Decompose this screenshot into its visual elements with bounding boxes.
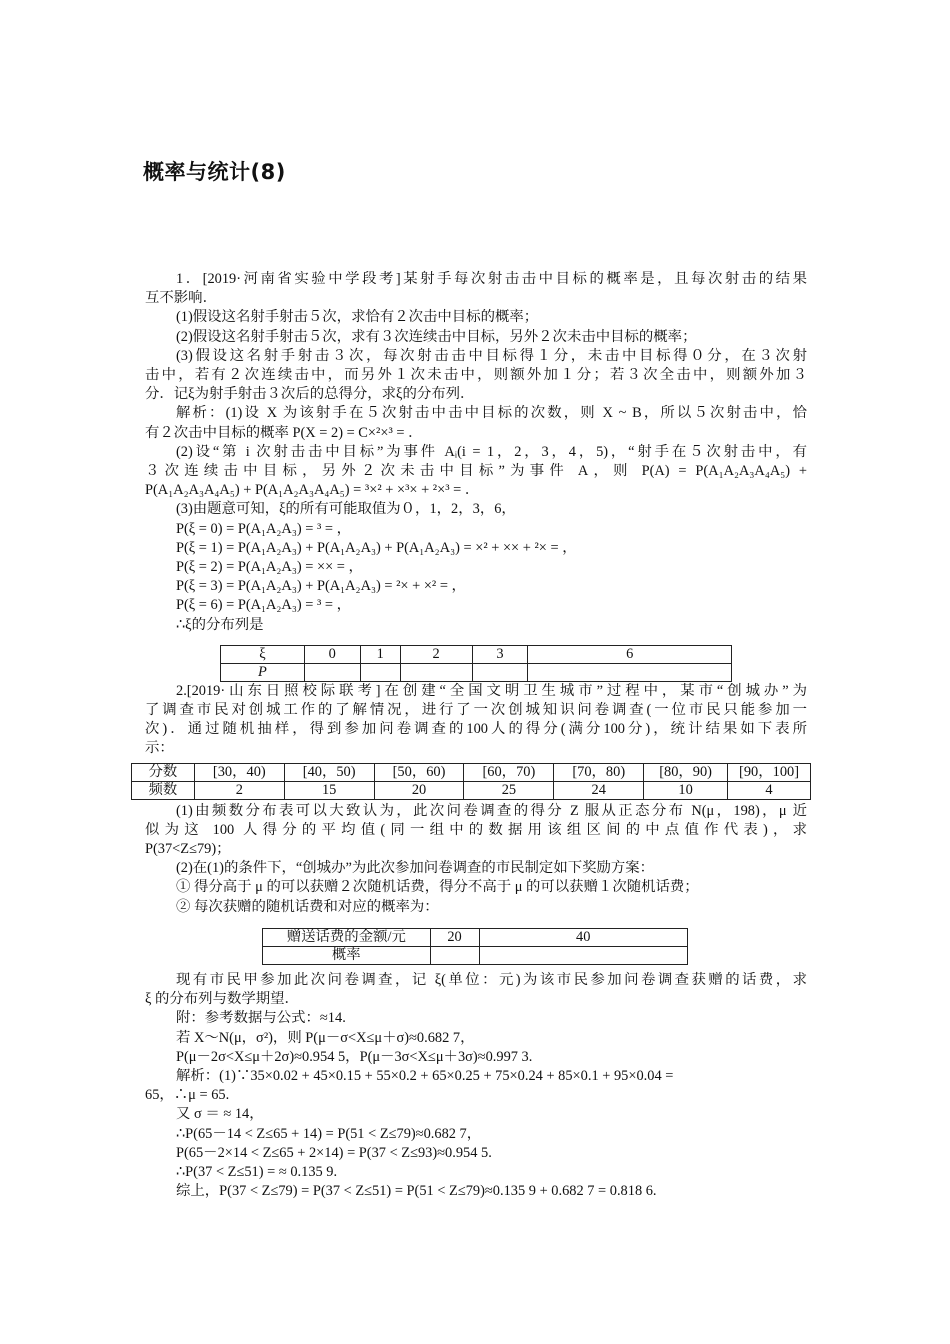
table-cell <box>528 663 732 681</box>
q2-stem-line: 示： <box>145 740 174 757</box>
q1-solution-line: P(A₁A₂A₃A₄A₅) + P(A₁A₂A₃A₄A₅) = ³×² + ×³× + ²×³ = ． <box>145 482 480 499</box>
q2-solution-line: 65，∴μ = 65. <box>145 1087 230 1104</box>
q1-solution-line: P(ξ = 2) = P(A₁A₂A₃) = ×× = ， <box>176 559 363 576</box>
q1-solution-line: 解析：(1)设 X 为该射手在５次射击中击中目标的次数，则 X ~ B，所以５次射击中，恰 <box>176 405 807 422</box>
q2-part2-line: ① 得分高于 μ 的可以获赠２次随机话费，得分不高于 μ 的可以获赠１次随机话费； <box>176 879 699 896</box>
table-cell <box>479 946 688 964</box>
q1-part1: (1)假设这名射手射击５次，求恰有２次击中目标的概率； <box>176 309 539 326</box>
table-cell: [30，40) <box>194 763 284 781</box>
q2-part2-line: (2)在(1)的条件下，“创城办”为此次参加问卷调查的市民制定如下奖励方案： <box>176 860 655 877</box>
table-cell: 3 <box>472 645 528 663</box>
table-row <box>263 928 688 946</box>
document-body <box>145 270 807 1201</box>
page-title: 概率与统计(8) <box>143 160 286 184</box>
q1-solution-line: (2)设“第 i 次射击击中目标”为事件 Aᵢ(i = 1，2，3，4，5)，“射手在５次射击中，有 <box>176 443 807 460</box>
table-cell: 4 <box>728 781 811 799</box>
q1-solution-line: P(ξ = 6) = P(A₁A₂A₃) = ³ = ， <box>176 597 351 614</box>
table-cell: [40，50) <box>284 763 374 781</box>
table-cell: 15 <box>284 781 374 799</box>
table-cell: [50，60) <box>374 763 464 781</box>
distribution-table <box>220 645 732 682</box>
q1-solution-line: ３次连续击中目标，另外２次未击中目标”为事件 A，则 P(A) = P(A₁A₂A₃A₄A₅) + <box>145 463 807 480</box>
q2-part2-line: ② 每次获赠的随机话费和对应的概率为： <box>176 898 439 915</box>
table-cell: [90，100] <box>728 763 811 781</box>
q1-stem-line: 1．[2019·河南省实验中学段考]某射手每次射击击中目标的概率是，且每次射击的结果 <box>176 271 807 287</box>
table-cell: 20 <box>430 928 479 946</box>
table-cell: 赠送话费的金额/元 <box>263 928 431 946</box>
table-cell: 2 <box>400 645 472 663</box>
table-cell: 20 <box>374 781 464 799</box>
table-cell: 概率 <box>263 946 431 964</box>
q1-part2: (2)假设这名射手射击５次，求有３次连续击中目标，另外２次未击中目标的概率； <box>176 328 697 345</box>
table-cell: [60，70) <box>464 763 554 781</box>
table-cell <box>472 663 528 681</box>
q2-part1-line: (1)由频数分布表可以大致认为，此次问卷调查的得分 Z 服从正态分布 N(μ，198)，μ 近 <box>176 802 807 819</box>
q1-part3-line: (3)假设这名射手射击３次，每次射击击中目标得１分，未击中目标得０分，在３次射 <box>176 347 807 364</box>
table-cell: 频数 <box>132 781 195 799</box>
q1-solution-line: 有２次击中目标的概率 P(X = 2) = C×²×³ = ． <box>145 424 423 441</box>
q1-solution-line: P(ξ = 3) = P(A₁A₂A₃) + P(A₁A₂A₃) = ²× + ×² = ， <box>176 578 466 595</box>
q1-solution-line: P(ξ = 0) = P(A₁A₂A₃) = ³ = ， <box>176 520 351 537</box>
table-cell: 6 <box>528 645 732 663</box>
table-cell: 2 <box>194 781 284 799</box>
table-cell: 10 <box>644 781 728 799</box>
table-cell <box>304 663 360 681</box>
frequency-table <box>131 763 811 800</box>
q1-solution-line: P(ξ = 1) = P(A₁A₂A₃) + P(A₁A₂A₃) + P(A₁A₂A₃) = ×² + ×× + ²× = ， <box>176 539 577 556</box>
q1-stem-line: 互不影响． <box>145 290 217 307</box>
table-cell <box>360 663 400 681</box>
q1-part3-line: 分．记ξ为射手射击３次后的总得分，求ξ的分布列． <box>145 386 475 403</box>
table-cell <box>430 946 479 964</box>
q2-part1-line: P(37<Z≤79)； <box>145 841 231 858</box>
q2-solution-line: ∴P(37 < Z≤51) = ≈ 0.135 9. <box>176 1163 338 1180</box>
q2-stem-line: 了调查市民对创城工作的了解情况，进行了一次创城知识问卷调查(一位市民只能参加一 <box>145 702 807 719</box>
table-cell: [80，90) <box>644 763 728 781</box>
table-cell: P <box>221 663 305 681</box>
q2-solution-line: P(65－2×14 < Z≤65 + 2×14) = P(37 < Z≤93)≈0.954 5. <box>176 1144 492 1161</box>
table-cell: 1 <box>360 645 400 663</box>
q2-text-line: 现有市民甲参加此次问卷调查，记 ξ(单位：元)为该市民参加问卷调查获赠的话费，求 <box>176 971 807 988</box>
q1-part3-line: 击中，若有２次连续击中，而另外１次未击中，则额外加１分；若３次全击中，则额外加３ <box>145 367 807 384</box>
q2-stem-line: 2.[2019·山东日照校际联考]在创建“全国文明卫生城市”过程中，某市“创城办”为 <box>176 682 807 699</box>
table-cell: 40 <box>479 928 688 946</box>
table-cell: 24 <box>554 781 644 799</box>
q2-text-line: ξ 的分布列与数学期望． <box>145 991 299 1008</box>
q2-reference-line: 附：参考数据与公式：≈14. <box>176 1010 346 1027</box>
q1-solution-line: ∴ξ的分布列是 <box>176 616 264 633</box>
table-row <box>221 645 732 663</box>
q2-reference-line: P(μ－2σ<X≤μ＋2σ)≈0.954 5，P(μ－3σ<X≤μ＋3σ)≈0.997 3. <box>176 1048 533 1065</box>
table-cell: 分数 <box>132 763 195 781</box>
q2-reference-line: 若 X～N(μ，σ²)，则 P(μ－σ<X≤μ＋σ)≈0.682 7， <box>176 1029 475 1046</box>
table-cell: 25 <box>464 781 554 799</box>
prize-table <box>262 928 688 965</box>
table-row <box>263 946 688 964</box>
q2-part1-line: 似为这 100 人得分的平均值(同一组中的数据用该组区间的中点值作代表)，求 <box>145 821 807 838</box>
q2-solution-line: 又 σ ＝ ≈ 14， <box>176 1106 264 1123</box>
q2-solution-line: ∴P(65－14 < Z≤65 + 14) = P(51 < Z≤79)≈0.682 7， <box>176 1125 482 1142</box>
table-row <box>221 663 732 681</box>
table-cell: [70，80) <box>554 763 644 781</box>
q1-solution-line: (3)由题意可知，ξ的所有可能取值为０，1，2，3，6， <box>176 501 516 518</box>
q2-solution-line: 解析：(1)∵35×0.02 + 45×0.15 + 55×0.2 + 65×0.25 + 75×0.24 + 85×0.1 + 95×0.04 = <box>176 1067 674 1084</box>
q2-stem-line: 次)．通过随机抽样，得到参加问卷调查的100人的得分(满分100分)，统计结果如下表所 <box>145 721 807 738</box>
table-row <box>132 781 811 799</box>
table-cell: 0 <box>304 645 360 663</box>
table-cell: ξ <box>221 645 305 663</box>
table-row <box>132 763 811 781</box>
table-cell <box>400 663 472 681</box>
q2-solution-line: 综上，P(37 < Z≤79) = P(37 < Z≤51) = P(51 < Z≤79)≈0.135 9 + 0.682 7 = 0.818 6. <box>176 1183 657 1200</box>
